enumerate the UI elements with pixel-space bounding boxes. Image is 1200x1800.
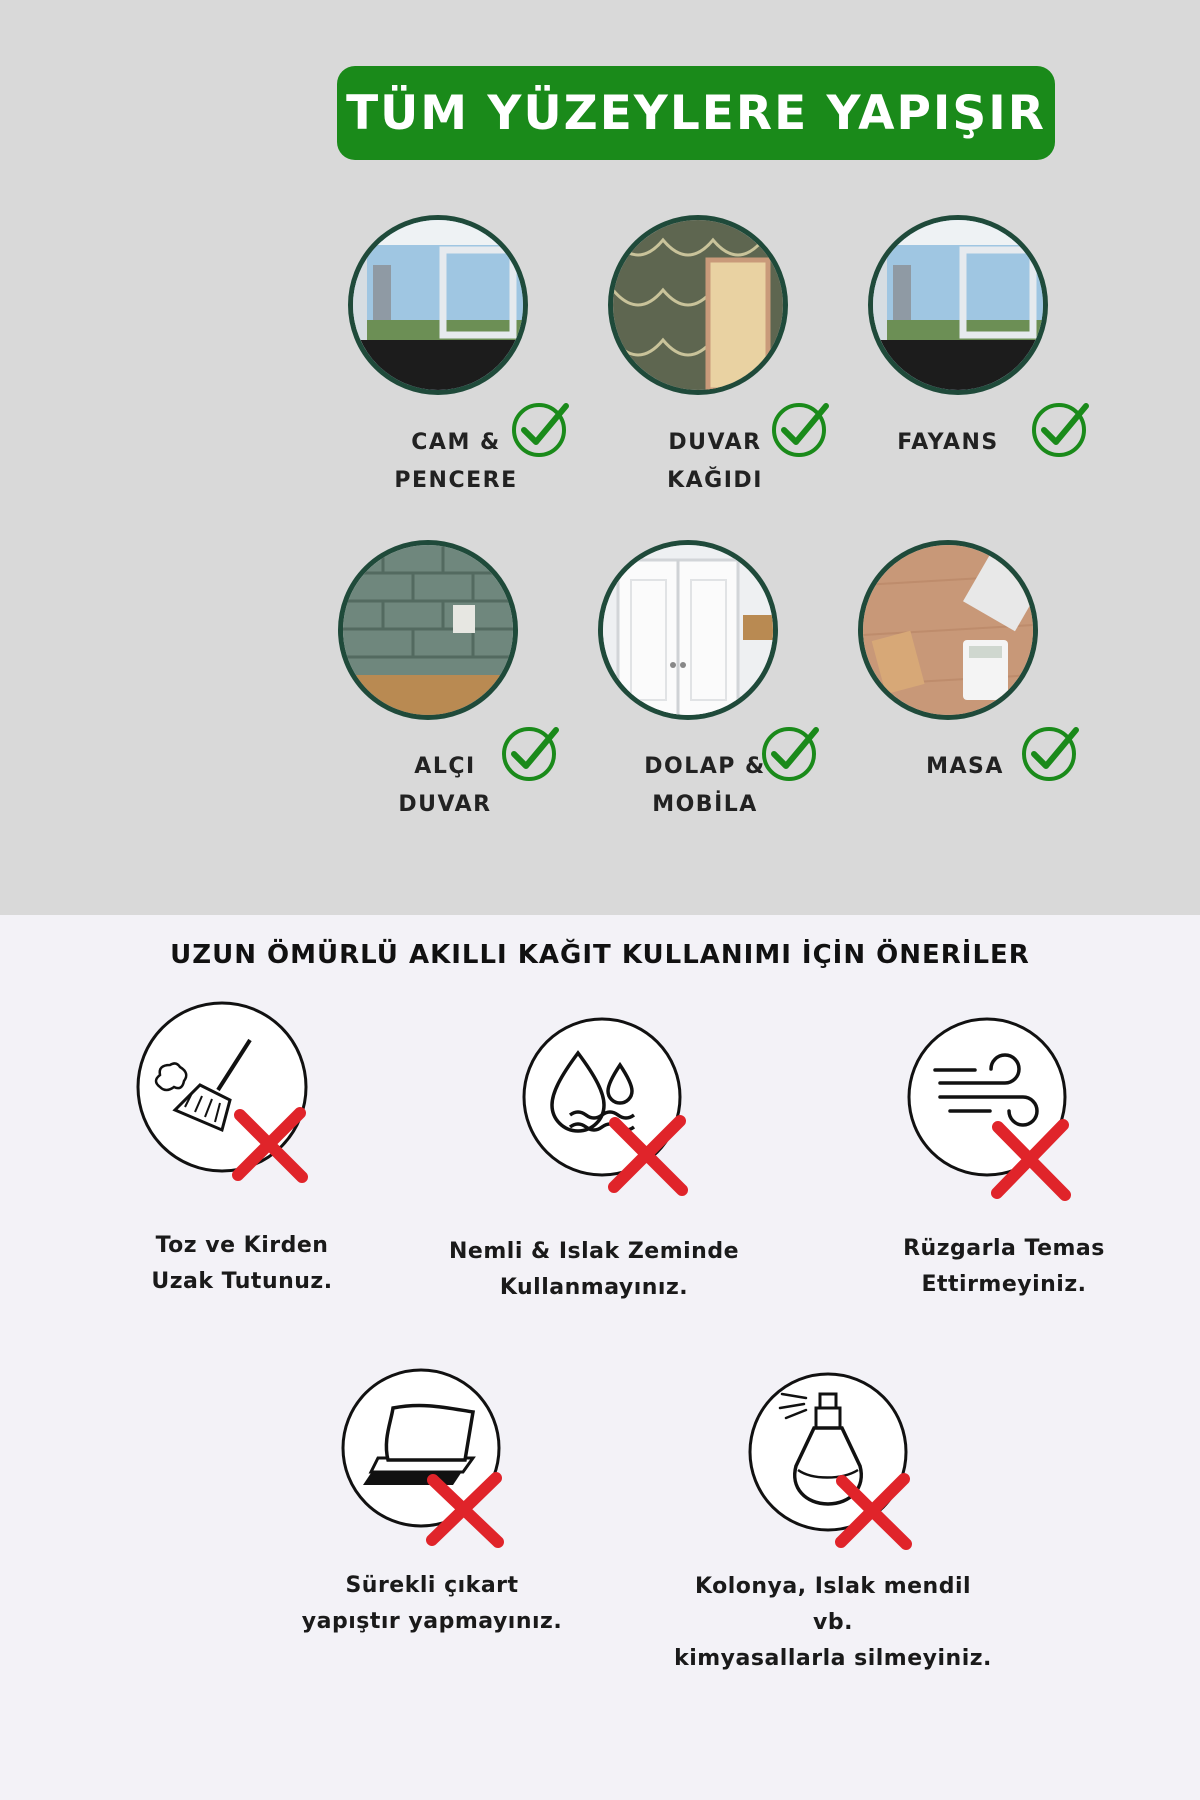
spray-bottle-icon [742, 1366, 942, 1566]
wind-icon [895, 1015, 1095, 1215]
window-photo [348, 215, 528, 395]
wardrobe-photo [598, 540, 778, 720]
check-circle-icon [760, 722, 822, 784]
surface-label-wallpaper: DUVAR KAĞIDI [667, 430, 763, 493]
check-circle-icon [500, 722, 562, 784]
surface-label-tile: FAYANS [897, 430, 999, 455]
tip-label-chemicals: Kolonya, Islak mendil vb. kimyasallarla silmeyiniz. [674, 1574, 992, 1671]
surface-label-plaster: ALÇI DUVAR [398, 754, 492, 817]
check-circle-icon [510, 398, 572, 460]
check-circle-icon [1030, 398, 1092, 460]
surface-label-table: MASA [926, 754, 1004, 779]
tip-label-wind: Rüzgarla Temas Ettirmeyiniz. [903, 1236, 1105, 1297]
headline-banner [337, 66, 1055, 160]
check-circle-icon [1020, 722, 1082, 784]
tip-label-peel: Sürekli çıkart yapıştır yapmayınız. [301, 1573, 563, 1634]
tip-label-dust: Toz ve Kirden Uzak Tutunuz. [151, 1233, 333, 1294]
wallpaper-photo [608, 215, 788, 395]
tips-title: UZUN ÖMÜRLÜ AKILLI KAĞIT KULLANIMI İÇİN ÖNERİLER [170, 940, 1030, 970]
surface-label-glass: CAM & PENCERE [394, 430, 518, 493]
water-drops-icon [510, 1015, 710, 1215]
headline-text: TÜM YÜZEYLERE YAPIŞIR [346, 85, 1046, 141]
broom-dust-icon [130, 995, 330, 1195]
check-circle-icon [770, 398, 832, 460]
desk-photo [858, 540, 1038, 720]
tile-photo [868, 215, 1048, 395]
peel-sticker-icon [333, 1360, 533, 1560]
tile-wall-photo [338, 540, 518, 720]
surface-label-furniture: DOLAP & MOBİLA [644, 754, 766, 817]
tip-label-moisture: Nemli & Islak Zeminde Kullanmayınız. [449, 1239, 739, 1300]
